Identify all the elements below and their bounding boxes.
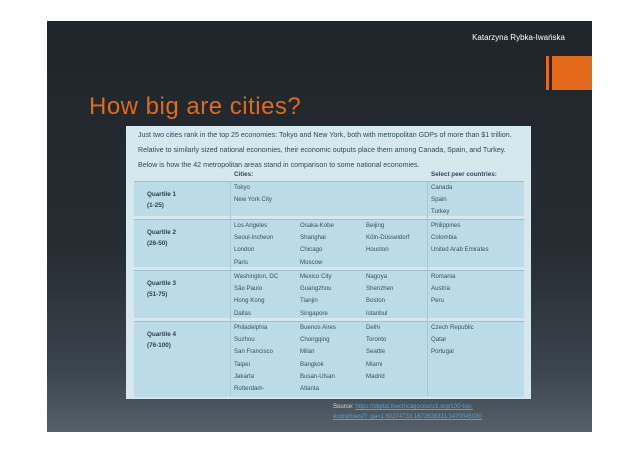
- city: Washington, DC: [234, 273, 279, 280]
- city: Milan: [300, 348, 315, 356]
- quartile-label: Quartile 4 (76-100): [147, 331, 177, 349]
- peer-country: Austria: [431, 285, 450, 293]
- city-col: [234, 271, 278, 320]
- city: Guangzhou: [300, 285, 332, 293]
- peers-header: Select peer countries:: [431, 171, 497, 178]
- city-col: [366, 322, 386, 383]
- city-col: [234, 182, 272, 206]
- quartile-row: [134, 321, 524, 397]
- quartile-row: [134, 181, 524, 216]
- city: Moscow: [300, 258, 323, 266]
- city: Toronto: [366, 336, 387, 344]
- infographic-panel: [126, 126, 531, 399]
- city: Paris: [234, 258, 248, 266]
- quartile-row: [134, 270, 524, 318]
- city: London: [234, 246, 255, 254]
- peer-country: Turkey: [431, 208, 450, 216]
- city: Boston: [366, 297, 385, 305]
- quartile-label: Quartile 3 (51-75): [147, 280, 177, 298]
- city: Mexico City: [300, 273, 332, 280]
- source-link[interactable]: https://digital.thechicagocouncil.org/100-top- economies/?_ga=1.60274733.1672636311.1470045030: [333, 404, 482, 420]
- city: Los Angeles: [234, 222, 268, 229]
- city-col: [300, 220, 334, 269]
- city: Busan-Ulsan: [300, 372, 335, 380]
- city: Delhi: [366, 324, 380, 331]
- city: Nagoya: [366, 273, 388, 280]
- city: Houston: [366, 246, 389, 254]
- city: San Francisco: [234, 348, 273, 356]
- peer-col: [431, 220, 489, 257]
- city-col: [300, 271, 332, 320]
- city: Köln-Düsseldorf: [366, 234, 410, 242]
- city: Osaka-Kobe: [300, 222, 334, 229]
- city: Atlanta: [300, 385, 319, 393]
- city: Beijing: [366, 222, 385, 229]
- city: Hong Kong: [234, 297, 265, 305]
- peer-country: Spain: [431, 196, 447, 204]
- city: New York City: [234, 196, 272, 204]
- quartile-label: Quartile 1 (1-25): [147, 191, 177, 209]
- city: Dallas: [234, 309, 251, 317]
- city-col: [234, 220, 273, 269]
- peer-col: [431, 271, 455, 308]
- slide: [47, 21, 592, 432]
- city: Chongqing: [300, 336, 330, 344]
- peer-country: Portugal: [431, 348, 454, 356]
- city: Chicago: [300, 246, 323, 254]
- quartile-label: Quartile 2 (26-50): [147, 229, 177, 247]
- accent-line: [546, 56, 549, 90]
- city: Buenos Aires: [300, 324, 336, 331]
- quartile-row: [134, 219, 524, 267]
- peer-country: Czech Republic: [431, 324, 474, 331]
- author-name: Katarzyna Rybka-Iwańska: [472, 33, 565, 42]
- cities-header: Cities:: [234, 171, 254, 178]
- city-col: [300, 322, 336, 395]
- peer-col: [431, 322, 474, 359]
- peer-country: Romania: [431, 273, 456, 280]
- peer-country: Colombia: [431, 234, 457, 242]
- source-note: [333, 402, 482, 422]
- peer-country: Qatar: [431, 336, 447, 344]
- divider-line: [427, 181, 428, 396]
- city: Bangkok: [300, 360, 324, 368]
- city: Singapore: [300, 309, 328, 317]
- peer-country: Peru: [431, 297, 444, 305]
- city: Shanghai: [300, 234, 326, 242]
- city: Madrid: [366, 372, 385, 380]
- peer-country: Philippines: [431, 222, 461, 229]
- city-col: [366, 220, 409, 257]
- city: Miami: [366, 360, 383, 368]
- city: Seattle: [366, 348, 385, 356]
- city: Seoul-Incheon: [234, 234, 274, 242]
- slide-title: How big are cities?: [89, 93, 302, 120]
- peer-col: [431, 182, 452, 219]
- city: Tianjin: [300, 297, 318, 305]
- city: Suzhou: [234, 336, 255, 344]
- city: Istanbul: [366, 309, 388, 317]
- intro-text: Just two cities rank in the top 25 economies: Tokyo and New York, both with metropolitan GDPs of more than $1 trillion. Relative to similarly sized national economies, their economic outputs place them among Canada, Spain, and Turkey. Below is how the 42 metropolitan areas stand in comparison to some national economies.: [138, 131, 512, 169]
- city-col: [234, 322, 273, 395]
- city-col: [366, 271, 393, 320]
- cities-table: [134, 171, 524, 396]
- city: Rotterdam-: [234, 385, 265, 393]
- city: Tokyo: [234, 184, 250, 191]
- peer-country: Canada: [431, 184, 453, 191]
- city: Philadelphia: [234, 324, 268, 331]
- peer-country: United Arab Emirates: [431, 246, 489, 254]
- city: Shenzhen: [366, 285, 394, 293]
- city: São Paulo: [234, 285, 263, 293]
- source-label: Source:: [333, 404, 354, 410]
- city: Taipei: [234, 360, 250, 368]
- divider-line: [230, 181, 231, 396]
- accent-bar: [552, 56, 592, 90]
- city: Jakarta: [234, 372, 254, 380]
